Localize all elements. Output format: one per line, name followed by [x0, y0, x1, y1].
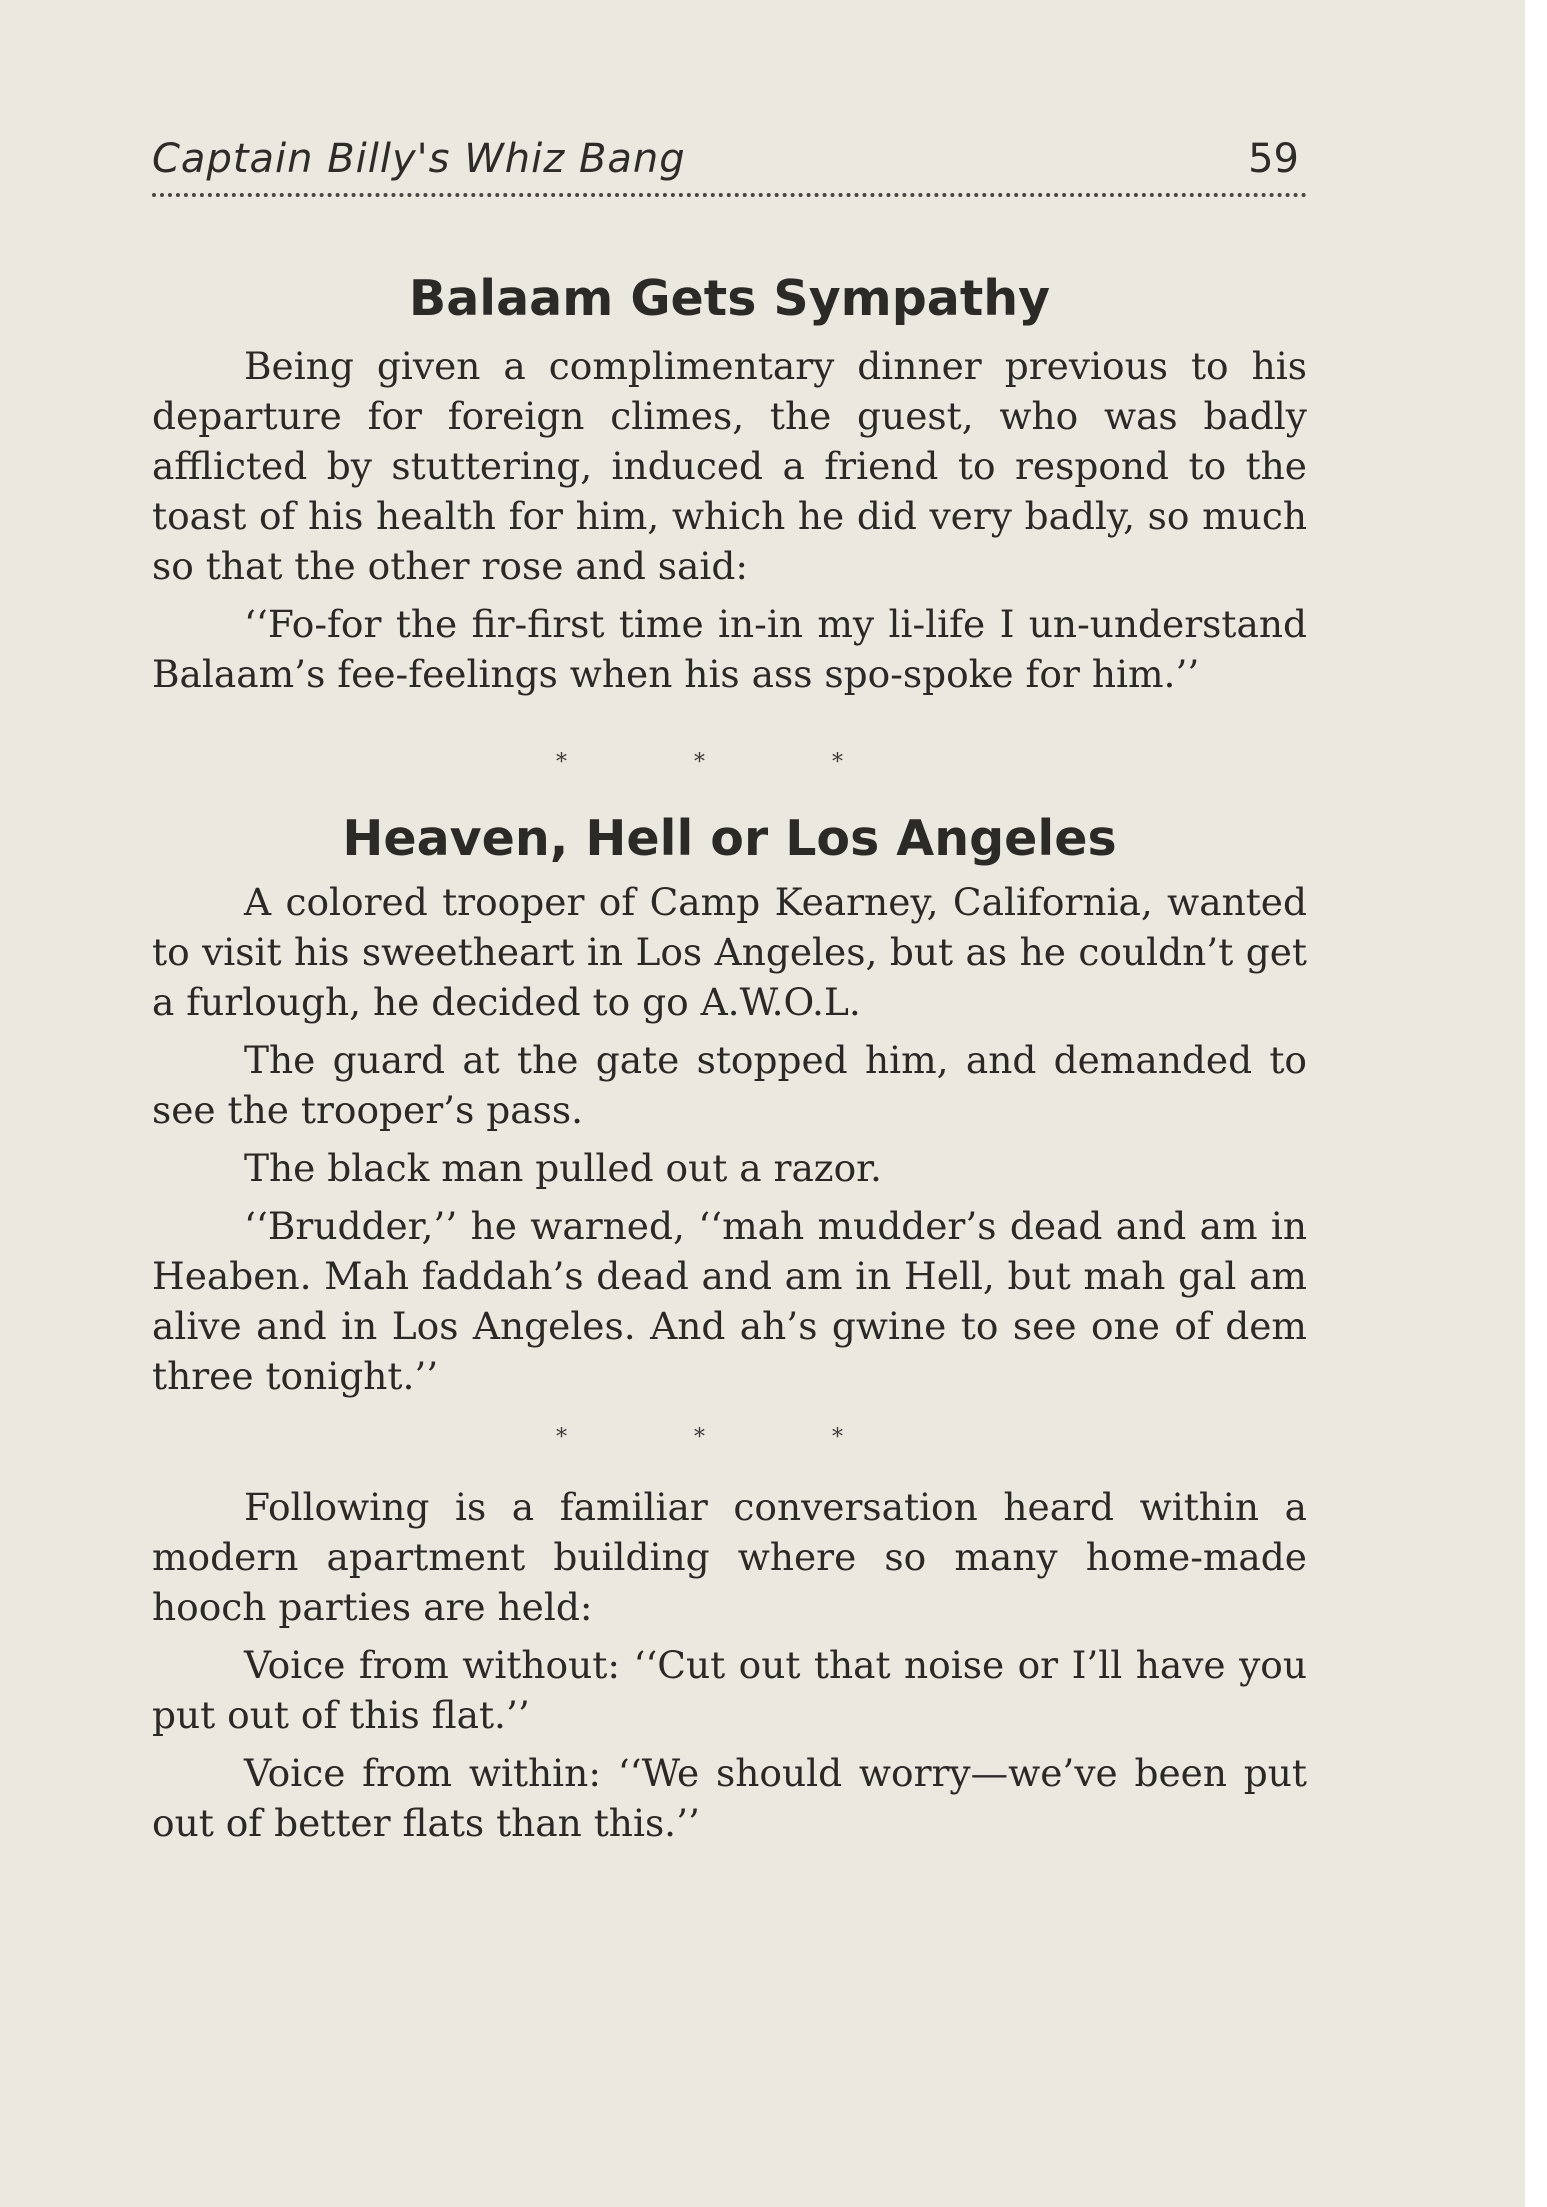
article-heading: Heaven, Hell or Los Angeles [342, 810, 1117, 867]
paragraph: ‘‘Brudder,’’ he warned, ‘‘mah mudder’s dead and am in Heaben. Mah faddah’s dead and am in Hell, but mah gal am alive and in Los Angeles. And ah’s gwine to see one of dem three tonight.’’ [152, 1204, 1307, 1398]
paragraph: A colored trooper of Camp Kearney, California, wanted to visit his sweetheart in Los Angeles, but as he couldn’t get a furlough, he decided to go A.W.O.L. [152, 880, 1307, 1024]
article-body [152, 1482, 1307, 1856]
paragraph: The guard at the gate stopped him, and demanded to see the trooper’s pass. [152, 1038, 1307, 1132]
paragraph: Voice from within: ‘‘We should worry—we’ve been put out of better flats than this.’’ [152, 1751, 1307, 1845]
article-heading: Balaam Gets Sympathy [408, 270, 1051, 327]
article-body [152, 877, 1307, 1409]
running-header [152, 136, 1307, 196]
paragraph: Being given a complimentary dinner previous to his departure for foreign climes, the guest, who was badly afflicted by stuttering, induced a friend to respond to the toast of his health for him, which he did very badly, so much so that the other rose and said: [152, 344, 1307, 588]
paragraph: The black man pulled out a razor. [244, 1146, 882, 1190]
page-number: 59 [1248, 136, 1299, 182]
paragraph: Voice from without: ‘‘Cut out that noise or I’ll have you put out of this flat.’’ [152, 1643, 1307, 1737]
header-rule [152, 193, 1307, 197]
section-separator: * * * [556, 1425, 903, 1450]
publication-title: Captain Billy's Whiz Bang [152, 136, 686, 182]
section-separator: * * * [556, 750, 903, 775]
paragraph: Following is a familiar conversation heard within a modern apartment building where so many home-made hooch parties are held: [152, 1485, 1307, 1629]
article-body [152, 341, 1307, 707]
paragraph: ‘‘Fo-for the fir-first time in-in my li-life I un-understand Balaam’s fee-feelings when his ass spo-spoke for him.’’ [152, 602, 1307, 696]
